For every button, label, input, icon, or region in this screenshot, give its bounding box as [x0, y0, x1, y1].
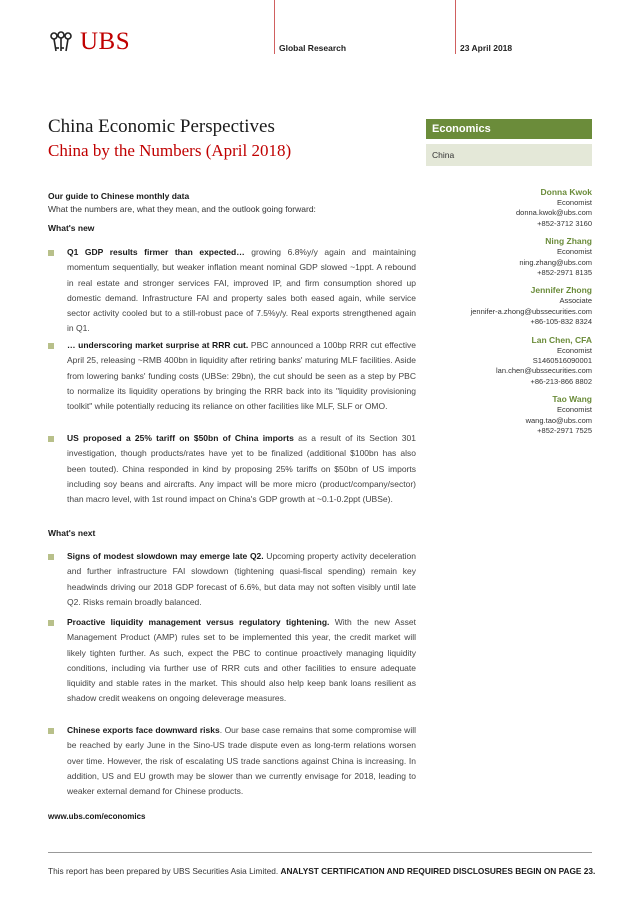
report-subtitle: China by the Numbers (April 2018)	[48, 141, 292, 160]
item-text: PBC announced a 100bp RRR cut effective April 25, releasing ~RMB 400bn in liquidity after retiring banks' maturing MLF facilities. Aside from lowering banks' funding costs (UBSe: 29bn), the cut should be seen as a step by PBC to normalize its liquidity operations by bringing the RRR back into its "liquidity provisioning toolkit" while potentially reducing its reliance on other facilities like MLF, SLF or OMO.	[67, 340, 416, 412]
header-divider-1	[274, 0, 275, 54]
item-lead: … underscoring market surprise at RRR cut.	[67, 340, 249, 350]
whats-next-item-1	[67, 549, 416, 610]
lead-heading: Our guide to Chinese monthly data	[48, 191, 190, 201]
header-section: Global Research	[279, 43, 347, 53]
keys-icon	[48, 31, 74, 53]
whats-next-item-2	[67, 615, 416, 707]
bullet-icon	[48, 620, 54, 626]
analyst-card	[430, 284, 592, 327]
analyst-name: Jennifer Zhong	[530, 285, 592, 296]
item-text: Upcoming property activity deceleration and further infrastructure FAI slowdown (tightening quasi-fiscal spending) remain key headwinds driving our 2018 GDP forecast of 6.6%, but data may not soften visibly until late Q2. Risks remain broadly balanced.	[67, 551, 417, 607]
whats-new-item-2	[67, 338, 416, 414]
analyst-role: Economist	[556, 345, 592, 355]
bullet-icon	[48, 554, 54, 560]
footer-divider	[48, 852, 592, 853]
whats-new-heading: What's new	[48, 223, 95, 233]
analyst-email[interactable]: jennifer-a.zhong@ubssecurities.com	[470, 306, 592, 316]
item-text: . Our base case remains that some compromise will be reached by early June in the Sino-US trade dispute even as long-term relations worsen over time. However, the risk of escalating US trade sanctions against China is increasing. In addition, US and EU growth may be slower than we currently envisage for 2018, leading to weaker external demand for Chinese products.	[67, 725, 416, 797]
item-text: With the new Asset Management Product (AMP) rules set to be implemented this year, the credit market will likely tighten further. As such, expect the PBC to continue proactively managing liquidity conditions, including via further use of RRR cuts and other facilities to ensure adequate liquidity and stable rates in the market. This should also help keep bank loans resilient as shadow credit weakens on ongoing deleverage measures.	[67, 617, 416, 704]
item-lead: Q1 GDP results firmer than expected…	[67, 247, 245, 257]
analyst-name: Ning Zhang	[545, 236, 592, 247]
item-lead: Proactive liquidity management versus regulatory tightening.	[67, 617, 330, 627]
disclaimer	[48, 866, 596, 877]
analyst-card	[430, 334, 592, 388]
analyst-phone: +852-3712 3160	[537, 218, 592, 228]
analyst-name: Tao Wang	[552, 394, 592, 405]
item-text: as a result of its Section 301 investigation, though products/rates have yet to be finalized (additional $100bn has also been touted). China responded in kind by proposing 25% tariffs on $50bn of US imports including soy beans and aircrafts. Any impact will be more micro (product/company/sector) than macro level, with 1st round impact on China's GDP growth at ~0.1-0.2ppt (UBSe).	[67, 433, 416, 505]
whats-next-heading: What's next	[48, 528, 96, 538]
analyst-card	[430, 393, 592, 436]
whats-next-item-3	[67, 723, 416, 799]
analyst-name: Lan Chen, CFA	[531, 334, 592, 345]
category-label: Economics	[426, 119, 592, 139]
analyst-card	[430, 186, 592, 229]
bullet-icon	[48, 436, 54, 442]
header-divider-2	[455, 0, 456, 54]
analyst-email[interactable]: wang.tao@ubs.com	[525, 415, 592, 425]
analyst-email[interactable]: lan.chen@ubssecurities.com	[496, 366, 592, 376]
item-lead: Signs of modest slowdown may emerge late Q2.	[67, 551, 264, 561]
region-label: China	[426, 144, 592, 166]
analyst-phone: +852-2971 7525	[537, 426, 592, 436]
whats-new-item-1	[67, 245, 416, 337]
bullet-icon	[48, 728, 54, 734]
analyst-phone: +86-105-832 8324	[530, 317, 592, 327]
item-lead: US proposed a 25% tariff on $50bn of China imports	[67, 433, 294, 443]
report-title: China Economic Perspectives	[48, 116, 275, 137]
analyst-id: S1460516090001	[532, 356, 592, 366]
analyst-phone: +852-2971 8135	[537, 268, 592, 278]
analyst-role: Economist	[556, 198, 592, 207]
analyst-list	[430, 186, 592, 443]
whats-new-item-3	[67, 431, 416, 507]
item-lead: Chinese exports face downward risks	[67, 725, 220, 735]
analyst-phone: +86-213-866 8802	[530, 376, 592, 386]
bullet-icon	[48, 343, 54, 349]
header-date: 23 April 2018	[460, 43, 513, 53]
analyst-role: Economist	[556, 405, 592, 415]
disclaimer-text: This report has been prepared by UBS Securities Asia Limited.	[48, 866, 279, 876]
website-link[interactable]: www.ubs.com/economics	[48, 812, 146, 821]
analyst-role: Associate	[559, 296, 592, 306]
ubs-logo	[48, 28, 130, 56]
brand-name: UBS	[80, 28, 131, 55]
lead-subheading: What the numbers are, what they mean, and the outlook going forward:	[48, 204, 316, 214]
analyst-card	[430, 235, 592, 278]
analyst-name: Donna Kwok	[540, 187, 592, 197]
analyst-email[interactable]: donna.kwok@ubs.com	[516, 208, 592, 218]
item-text: growing 6.8%y/y again and maintaining momentum sequentially, but weaker inflation meant nominal GDP slowed ~1ppt. A rebound in real estate and stronger services FAI, improved IP, and firm consumption shored up domestic demand. Infrastructure FAI and property sales both eased again, while service sector activity cooled but to a still-robust pace of 7.5%y/y. Real exports strengthened again in Q1.	[67, 247, 416, 334]
disclosure-notice: ANALYST CERTIFICATION AND REQUIRED DISCLOSURES BEGIN ON PAGE 23.	[280, 866, 596, 876]
analyst-role: Economist	[556, 247, 592, 257]
bullet-icon	[48, 250, 54, 256]
analyst-email[interactable]: ning.zhang@ubs.com	[519, 257, 592, 267]
